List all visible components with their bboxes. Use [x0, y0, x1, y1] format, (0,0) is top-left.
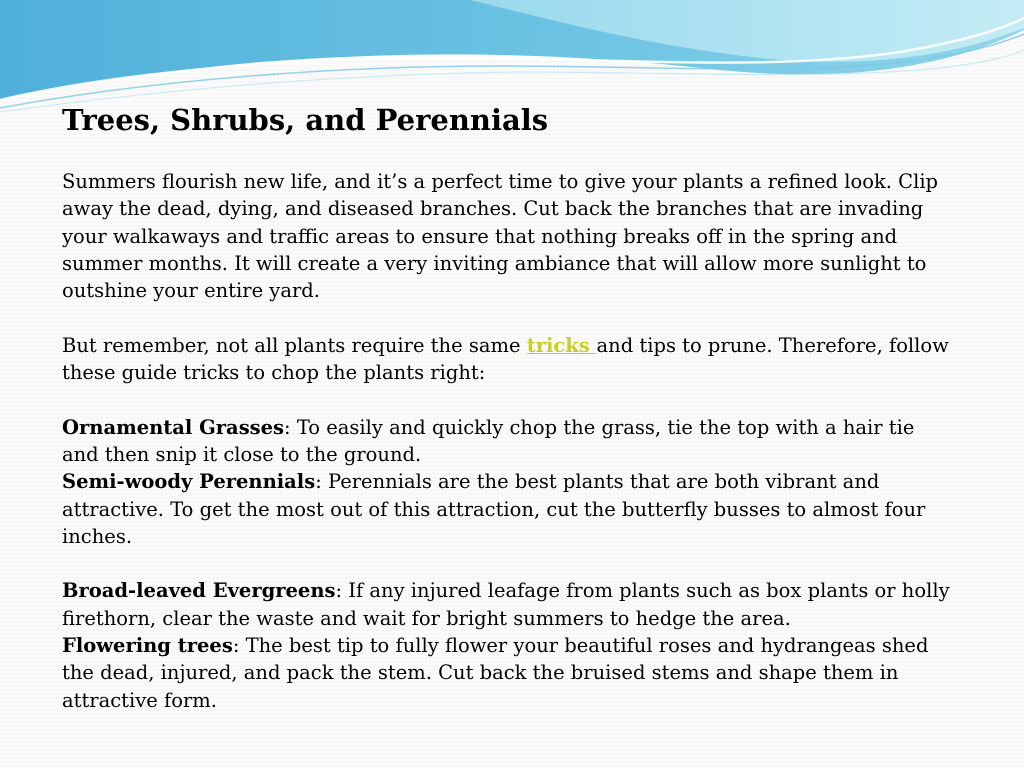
paragraph-gap: [62, 386, 962, 413]
slide-content: [62, 100, 962, 740]
intro-paragraph: [62, 168, 962, 304]
tip-line: [62, 577, 962, 604]
tip-text: : The best tip to fully flower your beautiful roses and hydrangeas shed: [232, 634, 929, 658]
tip-line: [62, 414, 962, 441]
tip-term: Broad-leaved Evergreens: [62, 579, 336, 603]
tip-text: : Perennials are the best plants that are both vibrant and: [315, 470, 880, 494]
tip-line: [62, 468, 962, 495]
remember-text-after: and tips to prune. Therefore, follow: [596, 333, 949, 357]
header-wave-decoration: [0, 0, 1024, 115]
intro-line: away the dead, dying, and diseased branches. Cut back the branches that are invading: [62, 197, 924, 221]
tip-line: inches.: [62, 524, 133, 548]
tricks-link[interactable]: tricks: [526, 333, 597, 357]
tip-line: [62, 632, 962, 659]
tip-line: and then snip it close to the ground.: [62, 442, 422, 466]
tip-line: attractive form.: [62, 688, 217, 712]
tip-text: : If any injured leafage from plants such as box plants or holly: [335, 579, 950, 603]
intro-line: your walkaways and traffic areas to ensure that nothing breaks off in the spring and: [62, 224, 898, 248]
paragraph-gap: [62, 550, 962, 577]
tip-flowering-trees: [62, 632, 962, 714]
remember-line: these guide tricks to chop the plants right:: [62, 361, 486, 385]
remember-line: [62, 332, 962, 359]
tip-ornamental-grasses: [62, 414, 962, 469]
remember-paragraph: [62, 332, 962, 387]
paragraph-gap: [62, 304, 962, 331]
tip-semi-woody-perennials: [62, 468, 962, 550]
tip-term: Flowering trees: [62, 634, 233, 658]
intro-line: summer months. It will create a very inviting ambiance that will allow more sunlight to: [62, 251, 927, 275]
tip-term: Semi-woody Perennials: [62, 470, 316, 494]
tip-text: : To easily and quickly chop the grass, tie the top with a hair tie: [284, 415, 915, 439]
intro-line: Summers flourish new life, and it’s a perfect time to give your plants a refined look. Clip: [62, 170, 939, 193]
tip-broad-leaved-evergreens: [62, 577, 962, 632]
tip-line: attractive. To get the most out of this attraction, cut the butterfly busses to almost four: [62, 497, 926, 521]
slide-title: Trees, Shrubs, and Perennials: [62, 103, 549, 137]
tip-line: firethorn, clear the waste and wait for bright summers to hedge the area.: [62, 606, 791, 630]
tip-term: Ornamental Grasses: [62, 415, 285, 439]
tip-line: the dead, injured, and pack the stem. Cut back the bruised stems and shape them in: [62, 661, 899, 685]
remember-text-before: But remember, not all plants require the same: [62, 333, 527, 357]
intro-line: outshine your entire yard.: [62, 279, 320, 303]
